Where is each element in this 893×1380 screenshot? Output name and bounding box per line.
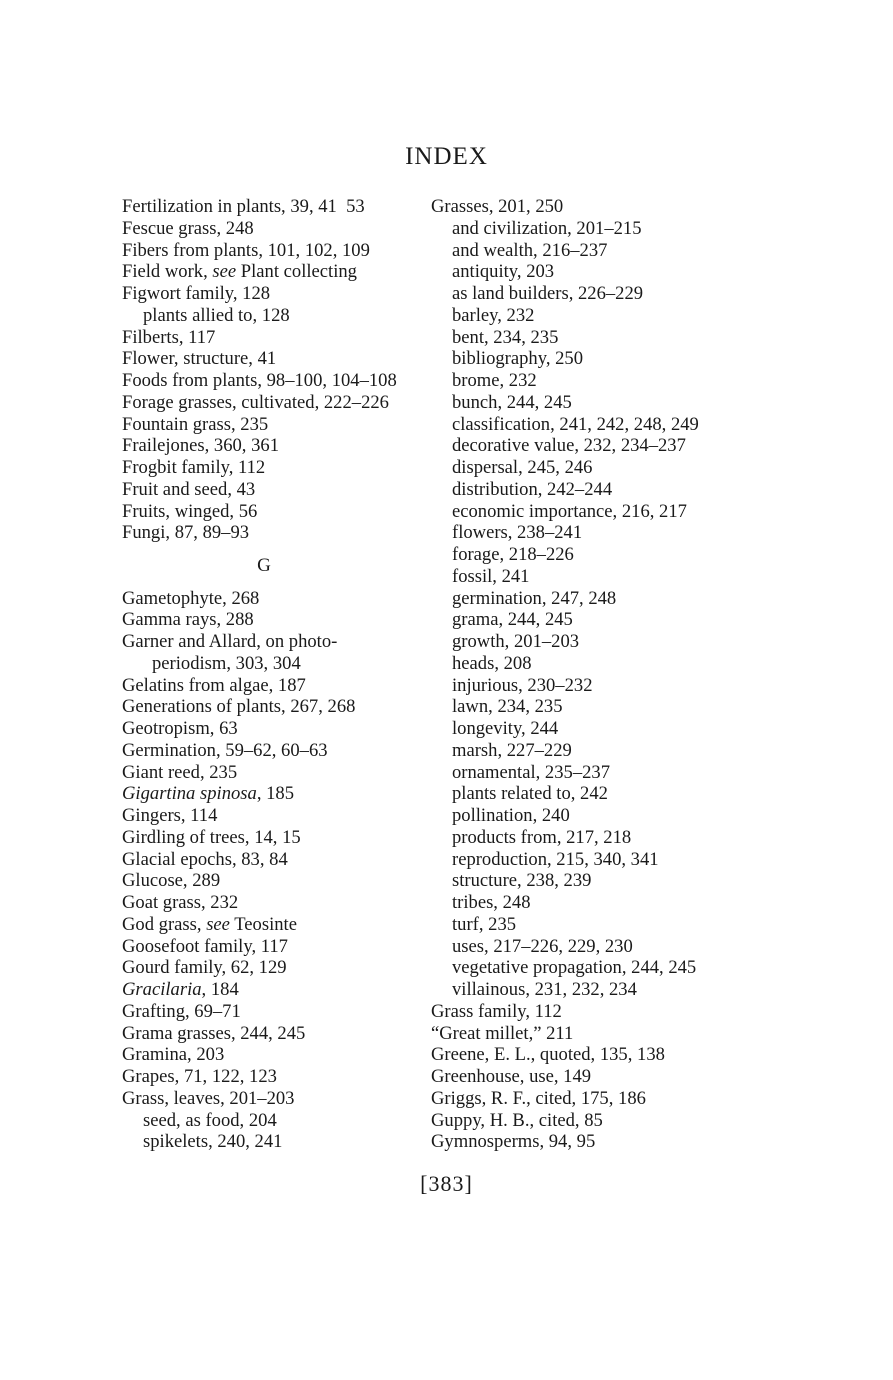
index-entry <box>122 957 412 979</box>
index-text: Grass, leaves, 201–203 <box>122 1087 295 1109</box>
index-text: flowers, 238–241 <box>452 522 583 544</box>
index-text: Gourd family, 62, 129 <box>122 957 287 979</box>
index-subentry <box>431 957 731 979</box>
index-entry <box>122 283 412 305</box>
index-entry <box>122 218 412 240</box>
index-text: forage, 218–226 <box>452 544 574 565</box>
index-text: Greene, E. L., quoted, 135, 138 <box>431 1044 665 1066</box>
index-text: heads, 208 <box>452 652 532 674</box>
index-entry <box>122 1001 412 1023</box>
index-subentry <box>431 414 731 436</box>
index-text: brome, 232 <box>452 370 537 391</box>
index-text: Fertilization in plants, 39, 41 53 <box>122 196 365 217</box>
cross-reference-target: Plant collecting <box>236 261 357 283</box>
index-subentry <box>431 675 731 697</box>
index-entry <box>122 261 412 283</box>
index-entry <box>122 675 412 697</box>
index-text: Generations of plants, 267, 268 <box>122 696 356 718</box>
index-text: Gingers, 114 <box>122 805 218 826</box>
index-pages: , 185 <box>256 783 295 805</box>
index-subentry <box>431 392 731 414</box>
index-group-grasses <box>431 196 731 1153</box>
index-text: Fruits, winged, 56 <box>122 500 258 522</box>
index-text: “Great millet,” 211 <box>431 1022 574 1044</box>
index-text: and wealth, 216–237 <box>452 239 608 261</box>
index-text: pollination, 240 <box>452 805 570 826</box>
index-entry <box>431 1001 731 1023</box>
index-text: dispersal, 245, 246 <box>452 457 593 478</box>
index-text: bunch, 244, 245 <box>452 391 572 413</box>
index-entry <box>431 1131 731 1153</box>
index-subentry <box>431 609 731 631</box>
index-subentry <box>431 783 731 805</box>
index-text: distribution, 242–244 <box>452 478 613 500</box>
index-subentry <box>431 261 731 283</box>
index-text: Glacial epochs, 83, 84 <box>122 848 288 870</box>
index-group-g <box>122 588 412 1154</box>
index-text: Giant reed, 235 <box>122 761 238 783</box>
index-text: Figwort family, 128 <box>122 283 271 304</box>
index-subentry <box>431 240 731 262</box>
index-text: lawn, 234, 235 <box>452 696 563 718</box>
index-subentry <box>431 849 731 871</box>
index-text: Forage grasses, cultivated, 222–226 <box>122 391 389 413</box>
index-text: Goosefoot family, 117 <box>122 935 288 957</box>
index-group-f <box>122 196 412 544</box>
index-entry <box>122 1023 412 1045</box>
index-subentry <box>431 457 731 479</box>
index-text: Flower, structure, 41 <box>122 348 277 370</box>
index-entry <box>122 631 412 653</box>
index-text: Grama grasses, 244, 245 <box>122 1022 306 1044</box>
index-entry <box>431 1023 731 1045</box>
index-term-italic: Gigartina spinosa <box>122 783 257 805</box>
index-text: Fruit and seed, 43 <box>122 478 256 500</box>
index-column-left <box>122 196 412 1153</box>
index-text: Fountain grass, 235 <box>122 413 269 435</box>
index-entry <box>122 892 412 914</box>
index-subentry <box>431 914 731 936</box>
index-entry <box>431 1088 731 1110</box>
index-subentry <box>431 696 731 718</box>
index-entry <box>122 653 412 675</box>
index-entry <box>122 414 412 436</box>
index-text: germination, 247, 248 <box>452 587 617 609</box>
index-text: grama, 244, 245 <box>452 609 573 631</box>
index-subentry <box>431 305 731 327</box>
index-text: economic importance, 216, 217 <box>452 500 687 522</box>
cross-reference-target: Teosinte <box>229 913 297 935</box>
index-subentry <box>431 479 731 501</box>
page-title: INDEX <box>405 143 488 170</box>
index-subentry <box>431 348 731 370</box>
index-text: reproduction, 215, 340, 341 <box>452 848 659 870</box>
index-text: bent, 234, 235 <box>452 326 559 348</box>
index-text: Grass family, 112 <box>431 1000 562 1022</box>
index-entry <box>122 696 412 718</box>
index-entry <box>122 805 412 827</box>
index-entry <box>431 1110 731 1132</box>
index-entry <box>122 588 412 610</box>
index-text: Girdling of trees, 14, 15 <box>122 826 301 848</box>
index-text: bibliography, 250 <box>452 348 584 370</box>
index-entry <box>122 870 412 892</box>
index-entry <box>122 457 412 479</box>
index-entry <box>122 501 412 523</box>
index-entry <box>431 1066 731 1088</box>
index-text: spikelets, 240, 241 <box>143 1131 283 1153</box>
index-subentry <box>431 827 731 849</box>
index-entry <box>122 1066 412 1088</box>
index-subentry <box>431 740 731 762</box>
page-number: [383] <box>420 1171 473 1196</box>
index-text: uses, 217–226, 229, 230 <box>452 935 633 957</box>
index-pages: , 184 <box>201 979 239 1000</box>
index-text: Fescue grass, 248 <box>122 217 254 239</box>
index-text: growth, 201–203 <box>452 631 580 652</box>
index-text: Frailejones, 360, 361 <box>122 435 279 457</box>
index-text: tribes, 248 <box>452 892 531 913</box>
index-text: Frogbit family, 112 <box>122 457 266 478</box>
index-subentry <box>431 892 731 914</box>
index-subentry <box>431 522 731 544</box>
index-entry <box>122 979 412 1001</box>
index-subentry <box>431 327 731 349</box>
index-entry <box>122 783 412 805</box>
index-subentry <box>431 283 731 305</box>
index-subentry <box>122 305 412 327</box>
index-text: plants related to, 242 <box>452 783 608 805</box>
index-text: turf, 235 <box>452 913 517 935</box>
index-entry <box>122 718 412 740</box>
index-subentry <box>431 566 731 588</box>
index-text: marsh, 227–229 <box>452 739 572 761</box>
index-text: Guppy, H. B., cited, 85 <box>431 1109 603 1131</box>
index-text: Filberts, 117 <box>122 326 216 348</box>
index-entry <box>122 609 412 631</box>
index-entry <box>122 392 412 414</box>
index-text: Griggs, R. F., cited, 175, 186 <box>431 1087 646 1109</box>
index-text: as land builders, 226–229 <box>452 283 644 304</box>
index-entry <box>122 196 412 218</box>
section-letter: G <box>257 555 271 576</box>
index-text: Fibers from plants, 101, 102, 109 <box>122 239 370 261</box>
index-entry <box>122 327 412 349</box>
index-text: Grafting, 69–71 <box>122 1000 241 1022</box>
index-subentry <box>431 762 731 784</box>
index-text: Gamma rays, 288 <box>122 609 254 631</box>
index-subentry <box>431 218 731 240</box>
index-text: God grass, <box>122 913 207 935</box>
see-reference: see <box>212 261 237 283</box>
index-entry <box>122 240 412 262</box>
index-text: Gametophyte, 268 <box>122 587 260 609</box>
index-term-italic: Gracilaria <box>122 979 202 1000</box>
index-text: Field work, <box>122 261 213 283</box>
index-text: longevity, 244 <box>452 718 559 739</box>
index-entry <box>431 1044 731 1066</box>
index-entry <box>122 1044 412 1066</box>
index-entry <box>122 1088 412 1110</box>
index-entry <box>122 762 412 784</box>
index-subentry <box>431 870 731 892</box>
index-text: Glucose, 289 <box>122 870 221 892</box>
index-text: periodism, 303, 304 <box>152 652 301 674</box>
index-text: Germination, 59–62, 60–63 <box>122 739 328 761</box>
index-text: structure, 238, 239 <box>452 870 592 892</box>
index-text: Gramina, 203 <box>122 1044 225 1066</box>
index-entry <box>122 740 412 762</box>
index-text: Gelatins from algae, 187 <box>122 674 306 696</box>
index-entry <box>122 479 412 501</box>
index-entry <box>431 196 731 218</box>
index-subentry <box>431 979 731 1001</box>
index-text: Geotropism, 63 <box>122 718 238 739</box>
index-text: antiquity, 203 <box>452 261 555 283</box>
index-text: and civilization, 201–215 <box>452 217 642 239</box>
index-entry <box>122 849 412 871</box>
index-entry <box>122 827 412 849</box>
index-entry <box>122 522 412 544</box>
index-text: injurious, 230–232 <box>452 674 593 696</box>
index-text: seed, as food, 204 <box>143 1109 277 1131</box>
index-subentry <box>431 653 731 675</box>
index-text: villainous, 231, 232, 234 <box>452 979 637 1000</box>
index-subentry <box>431 805 731 827</box>
index-text: Greenhouse, use, 149 <box>431 1066 592 1087</box>
index-subentry <box>431 631 731 653</box>
index-subentry <box>431 936 731 958</box>
index-column-right <box>431 196 731 1153</box>
index-subentry <box>431 435 731 457</box>
index-text: fossil, 241 <box>452 565 530 587</box>
index-text: Garner and Allard, on photo- <box>122 631 338 652</box>
index-text: classification, 241, 242, 248, 249 <box>452 413 699 435</box>
index-subentry <box>431 501 731 523</box>
index-subentry <box>122 1110 412 1132</box>
index-text: plants allied to, 128 <box>143 304 290 326</box>
index-text: Grapes, 71, 122, 123 <box>122 1066 277 1087</box>
index-text: ornamental, 235–237 <box>452 761 611 783</box>
index-subentry <box>431 718 731 740</box>
index-text: Goat grass, 232 <box>122 892 239 913</box>
index-entry <box>122 914 412 936</box>
index-entry <box>122 348 412 370</box>
index-entry <box>122 936 412 958</box>
index-text: vegetative propagation, 244, 245 <box>452 957 697 979</box>
index-text: barley, 232 <box>452 304 535 326</box>
index-text: products from, 217, 218 <box>452 826 632 848</box>
index-entry <box>122 435 412 457</box>
index-entry <box>122 370 412 392</box>
index-text: Foods from plants, 98–100, 104–108 <box>122 370 397 391</box>
see-reference: see <box>206 913 230 935</box>
index-text: Gymnosperms, 94, 95 <box>431 1131 596 1153</box>
index-subentry <box>122 1131 412 1153</box>
index-text: Grasses, 201, 250 <box>431 196 564 217</box>
index-subentry <box>431 370 731 392</box>
index-subentry <box>431 544 731 566</box>
index-text: decorative value, 232, 234–237 <box>452 435 686 457</box>
index-subentry <box>431 588 731 610</box>
index-text: Fungi, 87, 89–93 <box>122 522 250 544</box>
